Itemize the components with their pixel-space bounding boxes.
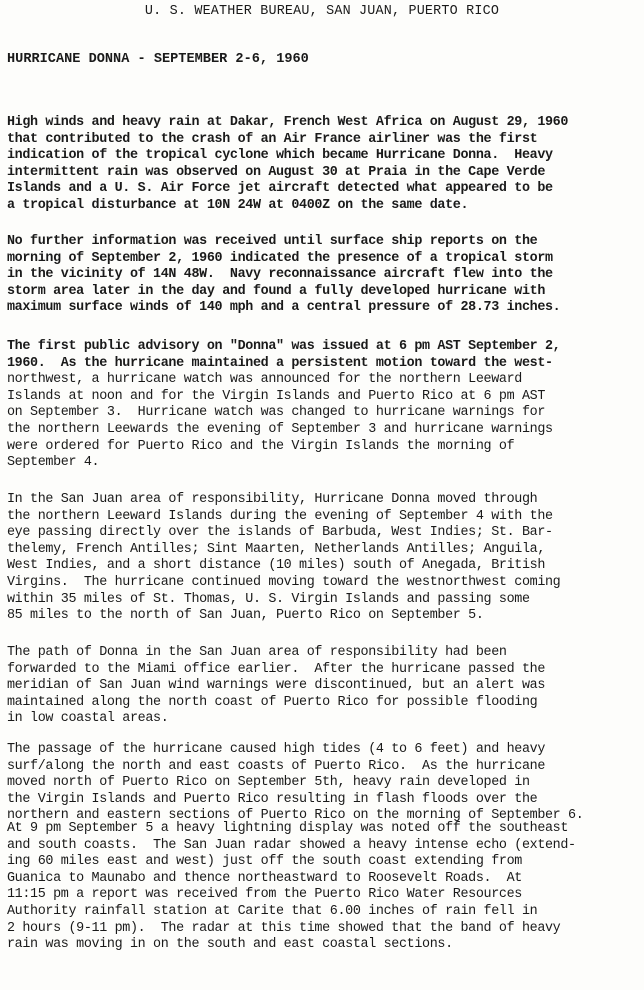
text-line: and south coasts. The San Juan radar showed a heavy intense echo (extend-	[7, 837, 576, 853]
text-line: ing 60 miles east and west) just off the south coast extending from	[7, 854, 522, 870]
text-line: High winds and heavy rain at Dakar, French West Africa on August 29, 1960	[7, 115, 569, 130]
text-line: moved north of Puerto Rico on September 5th, heavy rain developed in	[7, 775, 530, 791]
paragraph-advisories	[7, 339, 643, 472]
text-line: 11:15 pm a report was received from the Puerto Rico Water Resources	[7, 887, 522, 903]
text-line: The passage of the hurricane caused high tides (4 to 6 feet) and heavy	[7, 742, 545, 757]
text-line: At 9 pm September 5 a heavy lightning display was noted off the southeast	[7, 821, 569, 836]
text-line: were ordered for Puerto Rico and the Virgin Islands the morning of	[7, 438, 515, 454]
text-line: a tropical disturbance at 10N 24W at 0400Z on the same date.	[7, 197, 469, 213]
text-line: Islands at noon and for the Virgin Islands and Puerto Rico at 6 pm AST	[7, 388, 545, 404]
text-line: northwest, a hurricane watch was announced for the northern Leeward	[7, 372, 522, 388]
text-line: morning of September 2, 1960 indicated the presence of a tropical storm	[7, 250, 553, 266]
text-line: West Indies, and a short distance (10 miles) south of Anegada, British	[7, 558, 545, 574]
text-line: The first public advisory on "Donna" was issued at 6 pm AST September 2,	[7, 339, 561, 354]
text-line: intermittent rain was observed on August 30 at Praia in the Cape Verde	[7, 164, 545, 180]
text-line: September 4.	[7, 455, 100, 471]
text-line: Virgins. The hurricane continued moving toward the westnorthwest coming	[7, 574, 561, 590]
text-line: the northern Leeward Islands during the evening of September 4 with the	[7, 508, 553, 524]
text-line: No further information was received until surface ship reports on the	[7, 234, 538, 249]
text-line: 85 miles to the north of San Juan, Puerto Rico on September 5.	[7, 608, 484, 624]
paragraph-first-reports	[7, 234, 643, 317]
paragraph-origin	[7, 115, 643, 215]
text-line: northern and eastern sections of Puerto Rico on the morning of September 6.	[7, 808, 584, 824]
text-line: forwarded to the Miami office earlier. After the hurricane passed the	[7, 661, 545, 677]
paragraph-track	[7, 492, 643, 625]
text-line: Islands and a U. S. Air Force jet aircraft detected what appeared to be	[7, 181, 553, 197]
text-line: surf/along the north and east coasts of Puerto Rico. As the hurricane	[7, 758, 545, 774]
bureau-header: U. S. WEATHER BUREAU, SAN JUAN, PUERTO RICO	[144, 4, 500, 19]
text-line: storm area later in the day and found a fully developed hurricane with	[7, 283, 545, 299]
text-line: maximum surface winds of 140 mph and a central pressure of 28.73 inches.	[7, 300, 561, 316]
text-line: on September 3. Hurricane watch was changed to hurricane warnings for	[7, 405, 545, 421]
text-line: indication of the tropical cyclone which became Hurricane Donna. Heavy	[7, 148, 553, 164]
text-line: that contributed to the crash of an Air France airliner was the first	[7, 131, 538, 147]
text-line: in low coastal areas.	[7, 711, 169, 727]
text-line: 2 hours (9-11 pm). The radar at this time showed that the band of heavy	[7, 920, 561, 936]
document-title: HURRICANE DONNA - SEPTEMBER 2-6, 1960	[7, 52, 309, 67]
text-line: In the San Juan area of responsibility, Hurricane Donna moved through	[7, 492, 538, 507]
text-line: in the vicinity of 14N 48W. Navy reconnaissance aircraft flew into the	[7, 267, 553, 283]
text-line: maintained along the north coast of Puerto Rico for possible flooding	[7, 694, 538, 710]
text-line: 1960. As the hurricane maintained a persistent motion toward the west-	[7, 355, 553, 371]
text-line: the Virgin Islands and Puerto Rico resulting in flash floods over the	[7, 791, 538, 807]
text-line: The path of Donna in the San Juan area of responsibility had been	[7, 645, 507, 660]
text-line: the northern Leewards the evening of September 3 and hurricane warnings	[7, 421, 553, 437]
text-line: Authority rainfall station at Carite that 6.00 inches of rain fell in	[7, 903, 538, 919]
text-line: rain was moving in on the south and east coastal sections.	[7, 937, 453, 953]
paragraph-tides-and-floods	[7, 742, 643, 825]
text-line: meridian of San Juan wind warnings were discontinued, but an alert was	[7, 678, 545, 694]
text-line: Guanica to Maunabo and thence northeastward to Roosevelt Roads. At	[7, 870, 522, 886]
text-line: eye passing directly over the islands of Barbuda, West Indies; St. Bar-	[7, 525, 553, 541]
paragraph-lightning-and-radar	[7, 821, 643, 954]
paragraph-warnings-discontinued	[7, 645, 643, 728]
text-line: within 35 miles of St. Thomas, U. S. Virgin Islands and passing some	[7, 591, 530, 607]
text-line: thelemy, French Antilles; Sint Maarten, Netherlands Antilles; Anguila,	[7, 541, 545, 557]
